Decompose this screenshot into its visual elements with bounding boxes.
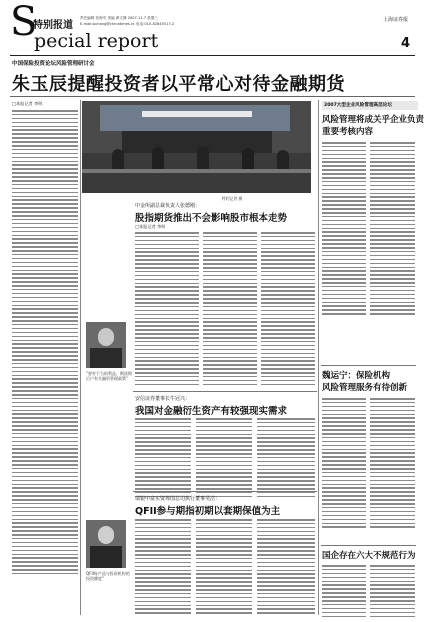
center-body-c xyxy=(261,232,315,388)
center-body-i xyxy=(257,519,315,616)
section-title-cn: 特别报道 xyxy=(33,20,73,31)
masthead-rule xyxy=(10,55,415,56)
center-body-f xyxy=(257,418,315,500)
center-kicker: 中金所副总裁负责人张德刚： xyxy=(135,203,201,209)
center-divider-1 xyxy=(133,391,317,392)
portrait-1 xyxy=(86,322,126,368)
center-body-b xyxy=(203,232,257,388)
col-divider-left xyxy=(80,100,81,615)
center-body-e xyxy=(196,418,252,500)
center-body-a xyxy=(135,232,199,388)
section-title-en: pecial report xyxy=(34,30,159,52)
masthead-meta2: E-mail:sichang@chinatimes.cc 电话:010-82845517-2 xyxy=(80,22,175,26)
sidebar-headline-3: 国企存在六大不规范行为 xyxy=(322,551,416,561)
center-body-d xyxy=(135,418,191,500)
sidebar-headline-2b: 风险管理服务有待创新 xyxy=(322,383,408,393)
main-headline: 朱玉辰提醒投资者以平常心对待金融期货 xyxy=(12,74,345,95)
center-byline: □本报记者 李明 xyxy=(135,224,166,229)
center-headline-b: 我国对金融衍生资产有较强现实需求 xyxy=(135,406,288,417)
center-divider-2 xyxy=(133,491,317,492)
sidebar-body-3a xyxy=(322,565,366,619)
center-kicker-b: 安信证券董事长牛冠兴： xyxy=(135,396,191,402)
center-headline: 股指期货推出不会影响股市根本走势 xyxy=(135,213,288,224)
col-divider-right xyxy=(318,100,319,615)
sidebar-body-1a xyxy=(322,142,366,317)
masthead-big-letter: S xyxy=(10,0,38,45)
portrait-2-caption: QFII每产品与投资机构的投资额度" xyxy=(86,571,130,581)
portrait-1-caption: "要对不当的利益、期货期后户有关融资管理政策" xyxy=(86,371,132,381)
headline-rule xyxy=(10,96,415,97)
center-headline-d: QFII参与期指初期以套期保值为主 xyxy=(135,506,281,517)
col1-body-text xyxy=(12,110,78,577)
paper-name: 上海证券报 xyxy=(383,17,409,23)
sidebar-body-3b xyxy=(370,565,415,619)
sidebar-headline-1b: 重要考核内容 xyxy=(322,127,374,137)
kicker: 中国保险投资论坛风险管理研讨会 xyxy=(12,61,95,67)
center-body-h xyxy=(196,519,252,616)
sidebar-body-2a xyxy=(322,398,366,530)
center-kicker-d: 瑞银中富实资筹国总司执行董事吴洁： xyxy=(135,496,221,502)
sidebar-divider-1 xyxy=(321,365,416,366)
sidebar-body-2b xyxy=(370,398,415,530)
col1-byline: □本报记者 李明 xyxy=(12,101,43,106)
conference-photo xyxy=(82,101,311,193)
photo-caption: 特约记者 摄 xyxy=(222,196,243,201)
sidebar-event-label: 2007大型企业风险管理高层论坛 xyxy=(322,101,418,110)
sidebar-headline-2a: 魏运宁：保险机构 xyxy=(322,371,391,381)
sidebar-body-1b xyxy=(370,142,415,317)
center-body-g xyxy=(135,519,191,616)
portrait-2 xyxy=(86,520,126,568)
masthead-meta1: 责任编辑 张海安 美编 黄文静 2007.11.7 星期三 xyxy=(80,16,158,20)
sidebar-headline-1a: 风险管理将成关乎企业负责 xyxy=(322,115,425,125)
page-number: 4 xyxy=(401,36,411,51)
sidebar-divider-2 xyxy=(321,545,416,546)
